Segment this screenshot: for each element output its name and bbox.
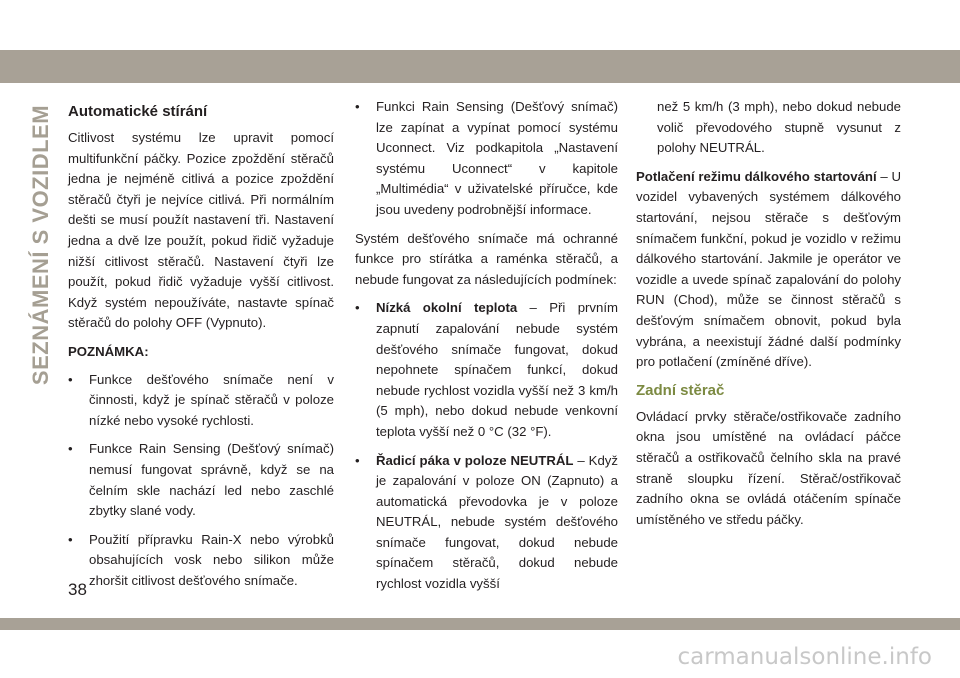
heading-automatic-wiping: Automatické stírání — [68, 103, 208, 120]
list-item: • Nízká okolní teplota – Při prvním zapnutí zapalování nebude systém dešťového snímače fungovat, dokud nepohnete spínačem funkcí, dokud nebude rychlost vozidla vyšší než 3 km/h (5 mph), nebo dokud nebude venkovní teplota vyšší než 0 °C (32 °F). — [355, 300, 618, 439]
list-item-text: Použití přípravku Rain-X nebo výrobků obsahujících vosk nebo silikon může zhoršit citlivost dešťového snímače. — [89, 531, 334, 588]
list-item-text: – Při prvním zapnutí zapalování nebude systém dešťového snímače fungovat, dokud nepohnete spínačem funkcí, dokud nebude rychlost vozidla vyšší než 3 km/h (5 mph), nebo dokud nebude venkovní teplota vyšší než 0 °C (32 °F). — [376, 300, 618, 439]
list-item-text: Funkce Rain Sensing (Dešťový snímač) nemusí fungovat správně, když se na čelním skle nachází led nebo zaschlé zbytky slané vody. — [89, 441, 334, 519]
column-3 — [636, 97, 901, 538]
note-title: POZNÁMKA: — [68, 343, 149, 359]
list-item-continuation: než 5 km/h (3 mph), nebo dokud nebude volič převodového stupně vysunut z polohy NEUTRÁL. — [657, 99, 901, 156]
footer-bar — [0, 618, 960, 630]
list-item: • Funkce Rain Sensing (Dešťový snímač) nemusí fungovat správně, když se na čelním skle nachází led nebo zaschlé zbytky slané vody. — [68, 441, 334, 519]
top-margin — [0, 0, 960, 50]
list-item: • Funkce dešťového snímače není v činnosti, když je spínač stěračů v poloze nízké nebo vysoké rychlosti. — [68, 371, 334, 428]
header-bar — [0, 50, 960, 83]
list-item-term: Nízká okolní teplota — [376, 300, 518, 316]
side-section-label — [27, 105, 55, 385]
paragraph-term: Potlačení režimu dálkového startování — [636, 168, 877, 184]
paragraph-text: – U vozidel vybavených systémem dálkového startování, nejsou stěrače s dešťovým snímačem funkční, pokud je vozidlo v režimu dálkového startování. Jakmile je operátor ve vozidle a uvede spínač zapalování do polohy RUN (Chod), může se činnost stěračů s dešťovým snímačem obnovit, pokud byla vybrána, a neexistují žádné další podmínky pro potlačení (zmíněné dříve). — [636, 168, 901, 370]
watermark — [0, 644, 960, 670]
heading-rear-wiper: Zadní stěrač — [636, 381, 725, 399]
list-item: • Použití přípravku Rain-X nebo výrobků obsahujících vosk nebo silikon může zhoršit citlivost dešťového snímače. — [68, 531, 334, 588]
paragraph-protection: Systém dešťového snímače má ochranné funkce pro stírátka a raménka stěračů, a nebude fungovat za následujících podmínek: — [355, 230, 618, 287]
list-item-text: – Když je zapalování v poloze ON (Zapnuto) a automatická převodovka je v poloze NEUTRÁL, nebude systém dešťového snímače fungovat, dokud nebude spínačem stěračů, dokud nebude rychlost vozidla vyšší — [376, 452, 618, 592]
column-2 — [355, 97, 618, 603]
paragraph-rear-wiper: Ovládací prvky stěrače/ostřikovače zadního okna jsou umístěné na ovládací páčce stěračů a ostřikovačů čelního skla na pravé straně sloupku řízení. Stěrač/ostřikovač zadního okna se ovládá otáčením spínače umístěného ve středu páčky. — [636, 408, 901, 527]
column-1 — [68, 97, 334, 599]
list-item: • Funkci Rain Sensing (Dešťový snímač) lze zapínat a vypínat pomocí systému Uconnect. Viz podkapitola „Nastavení systému Uconnect“ v kapitole „Multimédia“ v uživatelské příručce, kde jsou uvedeny podrobnější informace. — [355, 99, 618, 217]
list-item-text: Funkce dešťového snímače není v činnosti, když je spínač stěračů v poloze nízké nebo vysoké rychlosti. — [89, 371, 334, 428]
paragraph-sensitivity: Citlivost systému lze upravit pomocí multifunkční páčky. Pozice zpoždění stěračů jedna je nejméně citlivá a pozice zpoždění stěračů čtyři je nejvíce citlivá. Při normálním dešti se musí použít nastavení tři. Nastavení jedna a dvě lze použít, pokud řidič vyžaduje nižší citlivost stěračů. Nastavení čtyři lze použít, pokud řidič vyžaduje vyšší citlivost. Když systém nepoužíváte, nastavte spínač stěračů do polohy OFF (Vypnuto). — [68, 130, 334, 331]
list-item: • Řadicí páka v poloze NEUTRÁL – Když je zapalování v poloze ON (Zapnuto) a automatická převodovka je v poloze NEUTRÁL, nebude systém dešťového snímače fungovat, dokud nebude spínačem stěračů, dokud nebude rychlost vozidla vyšší — [355, 452, 618, 592]
watermark-text: carmanualsonline.info — [677, 644, 932, 670]
page-number: 38 — [68, 580, 87, 599]
list-item-text: Funkci Rain Sensing (Dešťový snímač) lze zapínat a vypínat pomocí systému Uconnect. Viz podkapitola „Nastavení systému Uconnect“ v kapitole „Multimédia“ v uživatelské příručce, kde jsou uvedeny podrobnější informace. — [376, 99, 618, 217]
paragraph-remote-start — [636, 167, 901, 373]
list-item-term: Řadicí páka v poloze NEUTRÁL — [376, 452, 574, 468]
side-section-label-text: SEZNÁMENÍ S VOZIDLEM — [28, 104, 53, 386]
